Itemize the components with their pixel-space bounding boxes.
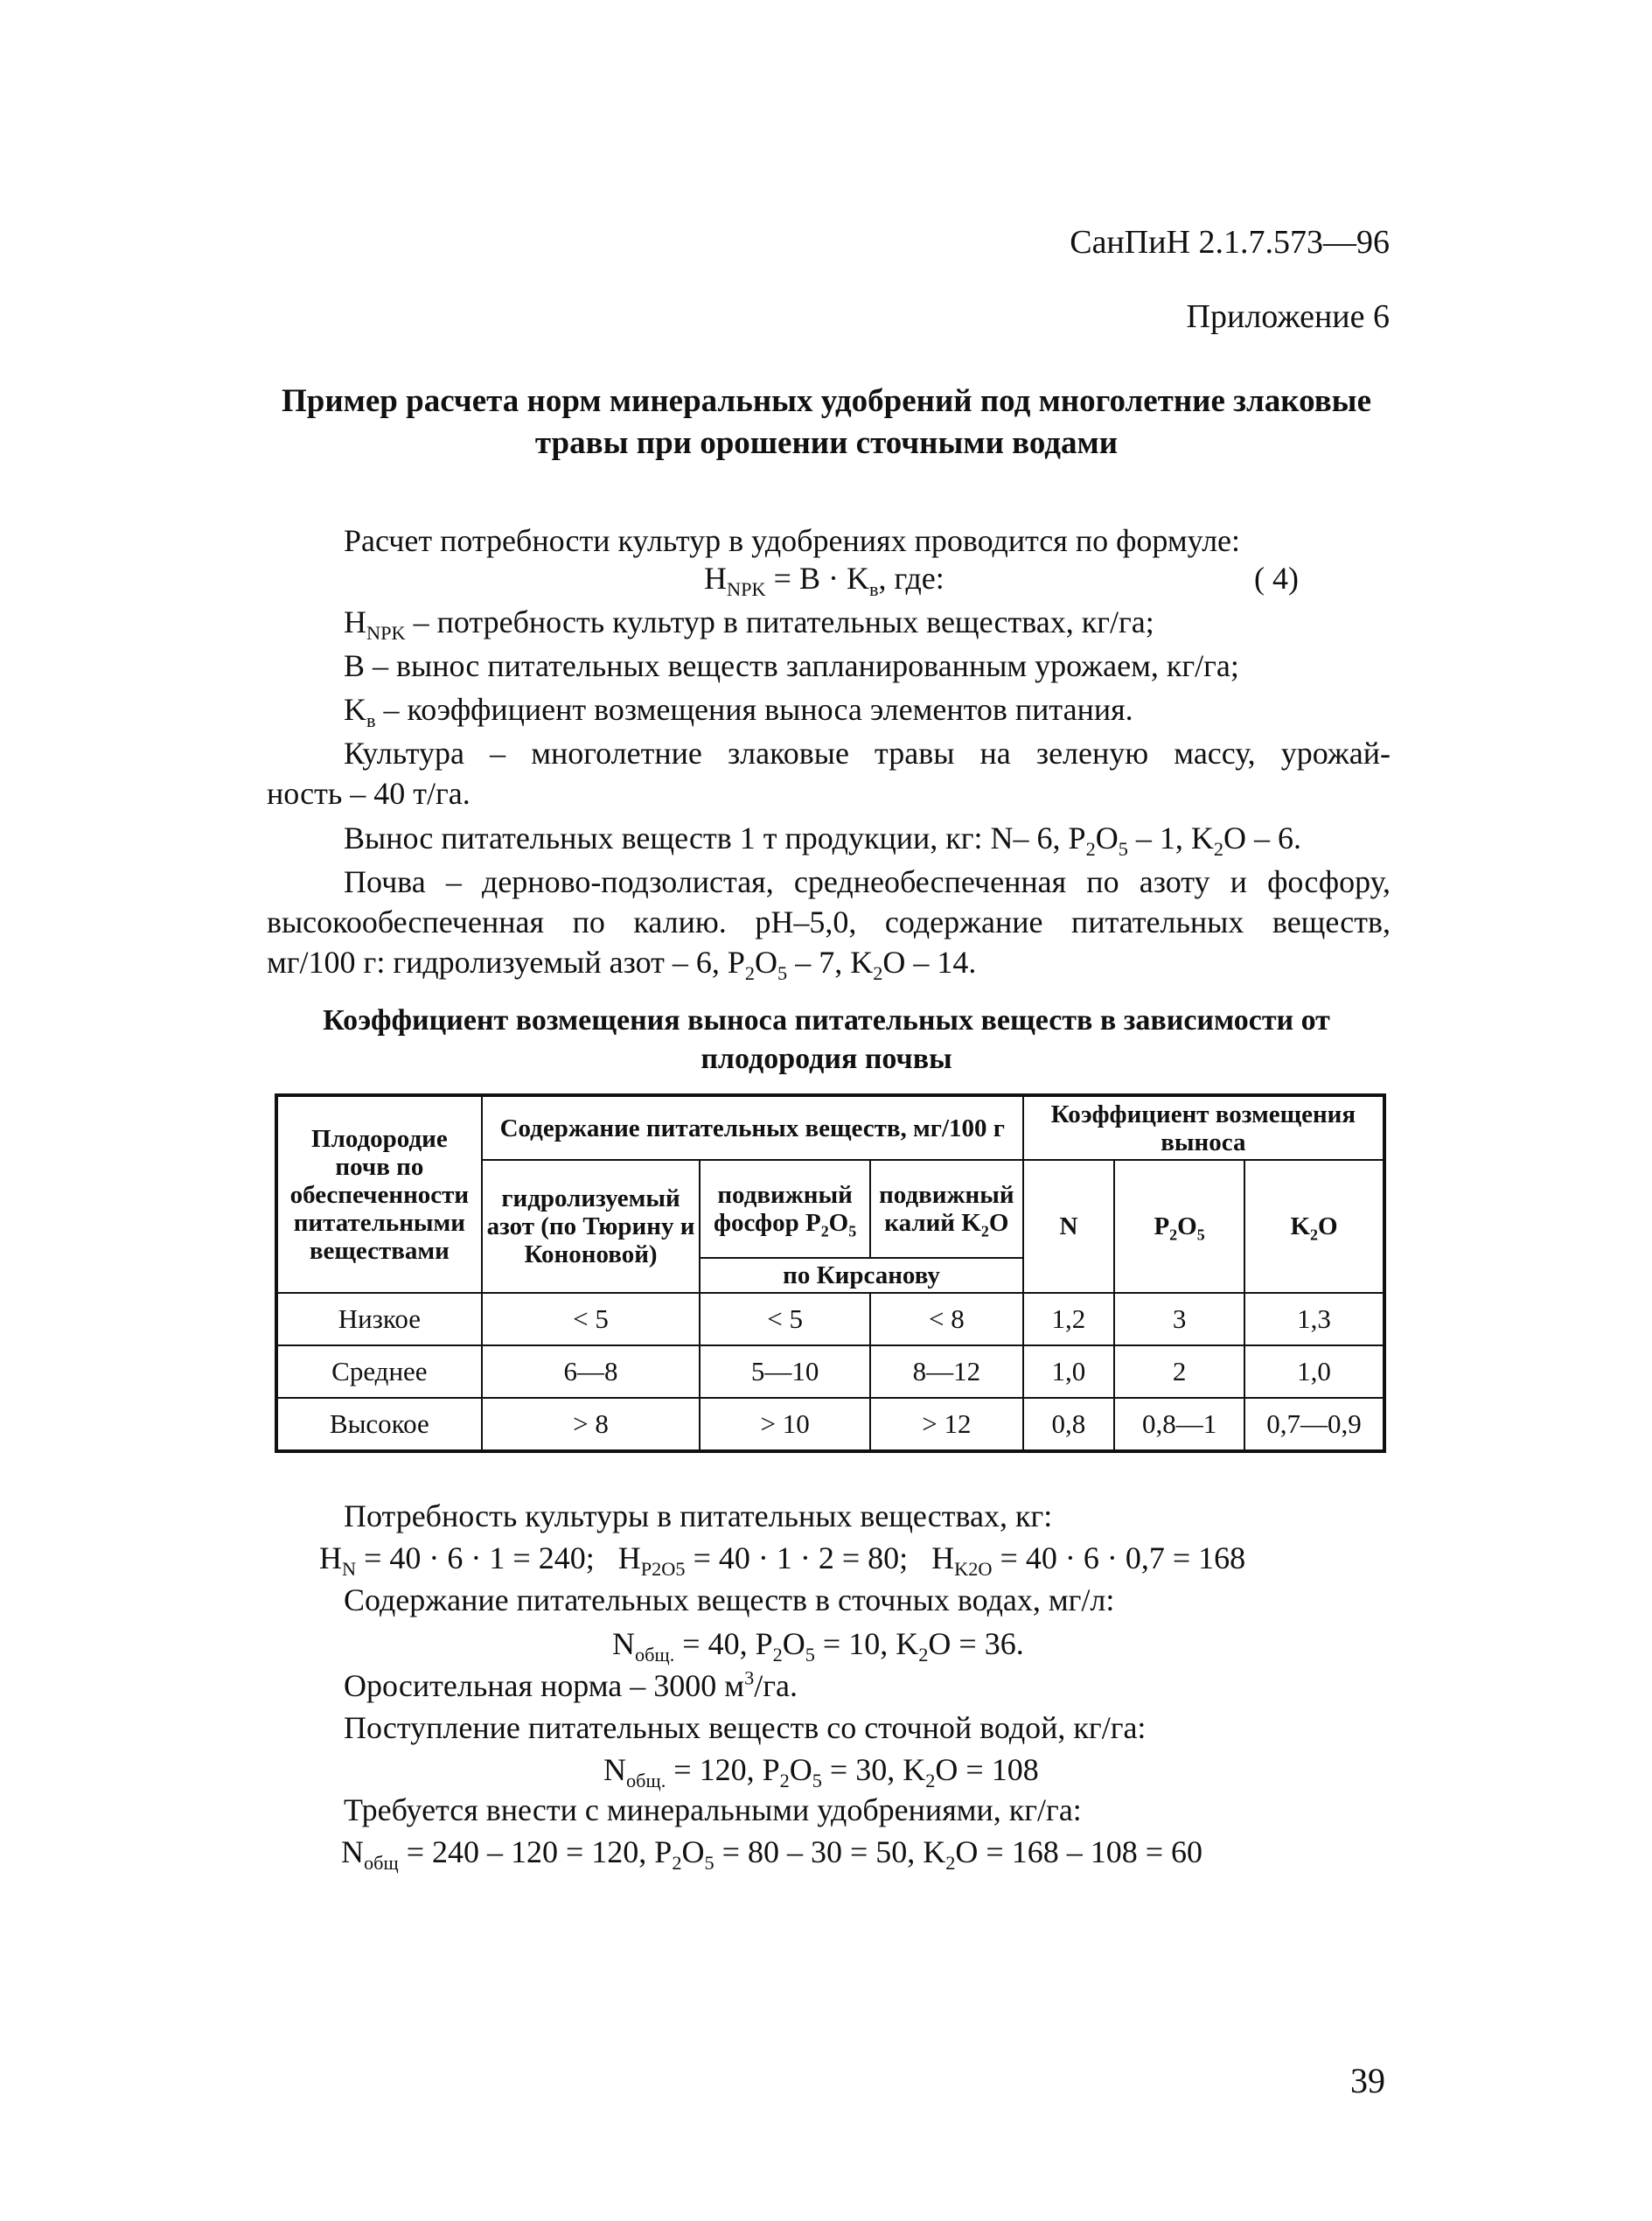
header-coef-n: N — [1023, 1160, 1114, 1293]
cell-potassium: > 12 — [870, 1398, 1023, 1451]
inflow-values: $N_{общ.} = 120$, $P_2O_5 = 30$, $K_2O = 108$ — [603, 1752, 1039, 1791]
wastewater-heading: Содержание питательных веществ в сточных водах, мг/л: — [344, 1582, 1115, 1617]
table-row — [276, 1345, 1384, 1398]
crop-line-1: Культура – многолетние злаковые травы на зеленую массу, урожай- — [344, 736, 1391, 771]
cell-coef-k2o: 1,3 — [1244, 1293, 1384, 1345]
cell-phosphorus: 5—10 — [700, 1345, 870, 1398]
soil-line-2: высокообеспеченная по калию. pH–5,0, содержание питательных веществ, — [267, 904, 1391, 939]
cell-potassium: < 8 — [870, 1293, 1023, 1345]
cell-coef-p2o5: 3 — [1114, 1293, 1244, 1345]
header-content: Содержание питательных веществ, мг/100 г — [482, 1095, 1023, 1160]
header-coef-p2o5: $P_2O_5$ — [1114, 1160, 1244, 1293]
required-heading: Требуется внести с минеральными удобрениями, кг/га: — [344, 1792, 1082, 1827]
cell-nitrogen: 6—8 — [482, 1345, 701, 1398]
header-coefficient: Коэффициент возмещения выноса — [1023, 1095, 1384, 1160]
cell-level: Низкое — [276, 1293, 482, 1345]
definition-kv: $K_в$ – коэффициент возмещения выноса элементов питания. — [344, 692, 1133, 731]
table-row — [276, 1293, 1384, 1345]
table-row — [276, 1398, 1384, 1451]
header-coef-k2o: $K_2O$ — [1244, 1160, 1384, 1293]
cell-coef-n: 1,2 — [1023, 1293, 1114, 1345]
output-line: Вынос питательных веществ 1 т продукции, кг: N– 6, $P_2O_5 - 1$, $K_2O - 6$. — [344, 821, 1302, 860]
document-code: СанПиН 2.1.7.573—96 — [1070, 224, 1390, 261]
cell-phosphorus: > 10 — [700, 1398, 870, 1451]
required-values: $N_{общ} = 240 - 120 = 120$, $P_2O_5 = 80 - 30 = 50$, $K_2O = 168 - 108 = 60$ — [341, 1834, 1203, 1874]
cell-nitrogen: > 8 — [482, 1398, 701, 1451]
cell-level: Среднее — [276, 1345, 482, 1398]
cell-nitrogen: < 5 — [482, 1293, 701, 1345]
fertility-table — [275, 1093, 1386, 1453]
page-title: Пример расчета норм минеральных удобрений под многолетние злаковые травы при орошении сточными водами — [281, 383, 1371, 461]
cell-potassium: 8—12 — [870, 1345, 1023, 1398]
header-kirsanov: по Кирсанову — [700, 1258, 1022, 1293]
soil-line-1: Почва – дерново-подзолистая, среднеобеспеченная по азоту и фосфору, — [344, 864, 1391, 899]
cell-coef-k2o: 0,7—0,9 — [1244, 1398, 1384, 1451]
cell-coef-n: 0,8 — [1023, 1398, 1114, 1451]
cell-phosphorus: < 5 — [700, 1293, 870, 1345]
need-formulas: $H_N = 40 \cdot 6 \cdot 1 = 240$; $H_{P2O5} = 40 \cdot 1 \cdot 2 = 80$; $H_{K2O} = 40 \cdot 6 \cdot 0,7 = 168$ — [319, 1540, 1246, 1580]
crop-line-2: ность – 40 т/га. — [267, 776, 471, 811]
soil-line-3: мг/100 г: гидролизуемый азот – 6, $P_2O_5 - 7$, $K_2O - 14$. — [267, 945, 977, 984]
need-heading: Потребность культуры в питательных веществах, кг: — [344, 1498, 1053, 1533]
formula: $H_{NPK} = B \cdot K_в$, где: — [704, 561, 944, 600]
cell-level: Высокое — [276, 1398, 482, 1451]
definition-b: B – вынос питательных веществ запланированным урожаем, кг/га; — [344, 648, 1239, 683]
formula-number: ( 4) — [1254, 561, 1299, 596]
page-number: 39 — [1350, 2061, 1385, 2100]
inflow-heading: Поступление питательных веществ со сточной водой, кг/га: — [344, 1710, 1147, 1745]
cell-coef-n: 1,0 — [1023, 1345, 1114, 1398]
table-title: Коэффициент возмещения выноса питательных веществ в зависимости от плодородия почвы — [323, 1004, 1330, 1075]
intro-lead: Расчет потребности культур в удобрениях проводится по формуле: — [344, 523, 1241, 558]
cell-coef-k2o: 1,0 — [1244, 1345, 1384, 1398]
header-fertility: Плодородие почв по обеспеченности питательными веществами — [276, 1095, 482, 1293]
cell-coef-p2o5: 0,8—1 — [1114, 1398, 1244, 1451]
header-nitrogen: гидролизуемый азот (по Тюрину и Кононовой) — [482, 1160, 701, 1293]
wastewater-values: $N_{общ.} = 40$, $P_2O_5 = 10$, $K_2O = 36$. — [612, 1626, 1024, 1666]
appendix-label: Приложение 6 — [1186, 298, 1390, 335]
cell-coef-p2o5: 2 — [1114, 1345, 1244, 1398]
header-potassium: подвижный калий $K_2O$ — [870, 1160, 1023, 1258]
irrigation-norm: Оросительная норма – 3000 $м^3/га$. — [344, 1666, 798, 1703]
definition-hnpk: $H_{NPK}$ – потребность культур в питательных веществах, кг/га; — [344, 604, 1154, 644]
header-phosphorus: подвижный фосфор $P_2O_5$ — [700, 1160, 870, 1258]
